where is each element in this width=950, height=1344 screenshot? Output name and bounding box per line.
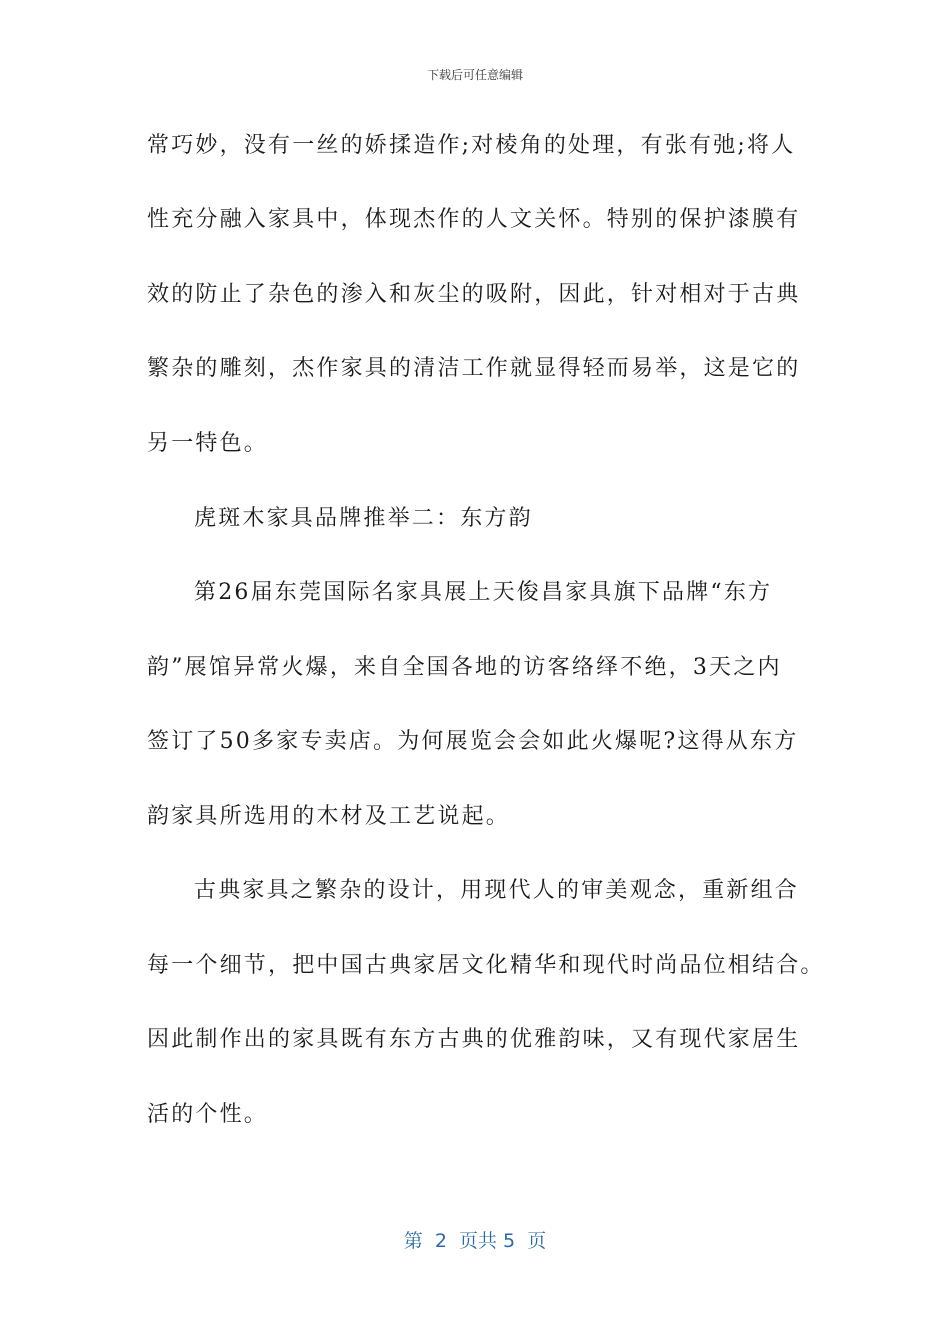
page-number-footer: 第 2 页共 5 页 [403,1230,547,1252]
text-line: 因此制作出的家具既有东方古典的优雅韵味，又有现代家居生 [147,1027,801,1052]
page-header: 下载后可任意编辑 [426,68,523,82]
text-line: 另一特色。 [147,431,269,456]
text-line: 常巧妙，没有一丝的娇揉造作;对棱角的处理，有张有弛;将人 [147,133,796,158]
text-line: 第26届东莞国际名家具展上天俊昌家具旗下品牌“东方 [194,580,773,605]
text-line: 性充分融入家具中，体现杰作的人文关怀。特别的保护漆膜有 [147,207,801,232]
text-line: 每一个细节，把中国古典家居文化精华和现代时尚品位相结合。 [147,953,825,978]
text-line: 繁杂的雕刻，杰作家具的清洁工作就显得轻而易举，这是它的 [147,356,801,381]
text-line: 签订了50多家专卖店。为何展览会会如此火爆呢?这得从东方 [147,729,799,754]
text-line: 古典家具之繁杂的设计，用现代人的审美观念，重新组合 [194,878,800,903]
text-line: 韵家具所选用的木材及工艺说起。 [147,804,511,829]
text-line: 效的防止了杂色的渗入和灰尘的吸附，因此，针对相对于古典 [147,282,801,307]
section-heading: 虎斑木家具品牌推举二：东方韵 [194,506,533,531]
text-line: 韵”展馆异常火爆，来自全国各地的访客络绎不绝，3天之内 [147,655,782,680]
text-line: 活的个性。 [147,1102,269,1127]
